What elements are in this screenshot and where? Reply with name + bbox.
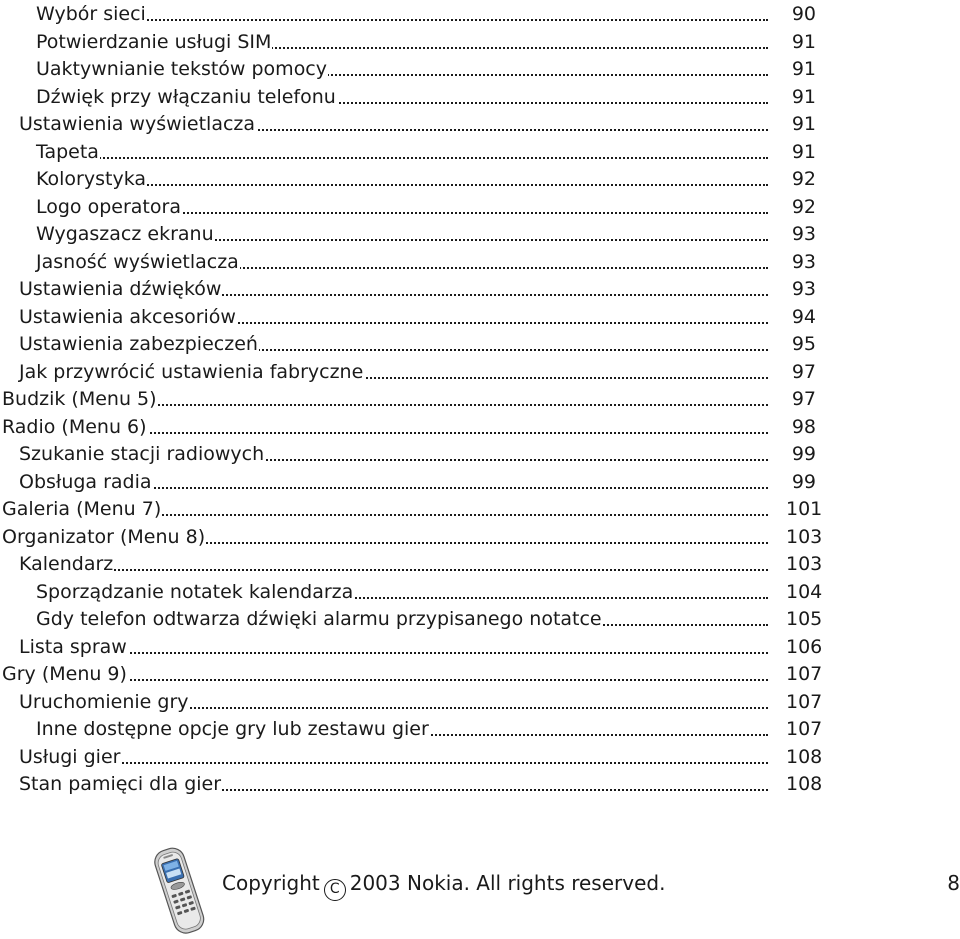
toc-entry-page: 107 [784, 688, 816, 716]
toc-entry-page: 91 [784, 55, 816, 83]
copyright-text: 2003 Nokia. All rights reserved. [349, 871, 666, 895]
toc-entry [0, 605, 960, 633]
toc-entry-page: 97 [784, 385, 816, 413]
toc-entry-title: Logo operatora [36, 193, 182, 221]
toc-entry-page: 107 [784, 715, 816, 743]
toc-entry-title: Ustawienia zabezpieczeń [19, 330, 259, 358]
toc-entry-page: 101 [784, 495, 816, 523]
toc-entry-page: 103 [784, 523, 816, 551]
toc-entry-title: Uruchomienie gry [19, 688, 190, 716]
toc-entry-title: Szukanie stacji radiowych [19, 440, 265, 468]
copyright-symbol-icon: C [324, 879, 346, 901]
toc-entry-title: Dźwięk przy włączaniu telefonu [36, 83, 337, 111]
toc-entry-page: 92 [784, 165, 816, 193]
page-number: 8 [947, 871, 960, 895]
toc-entry-title: Galeria (Menu 7) [2, 495, 162, 523]
toc-entry-page: 99 [784, 440, 816, 468]
toc-entry-title: Jasność wyświetlacza [36, 248, 240, 276]
toc-entry-title: Lista spraw [19, 633, 128, 661]
toc-entry-page: 103 [784, 550, 816, 578]
toc-entry-title: Gry (Menu 9) [2, 660, 128, 688]
toc-entry-page: 98 [784, 413, 816, 441]
toc-entry-page: 106 [784, 633, 816, 661]
toc-entry-page: 91 [784, 28, 816, 56]
toc-entry-title: Organizator (Menu 8) [2, 523, 206, 551]
toc-entry-page: 91 [784, 138, 816, 166]
toc-entry-page: 108 [784, 743, 816, 771]
toc-entry-page: 107 [784, 660, 816, 688]
toc-entry-page: 99 [784, 468, 816, 496]
toc-entry-page: 104 [784, 578, 816, 606]
toc-entry-page: 94 [784, 303, 816, 331]
toc-entry-page: 93 [784, 275, 816, 303]
toc-entry-page: 90 [784, 0, 816, 28]
toc-entry-page: 92 [784, 193, 816, 221]
toc-entry-title: Budzik (Menu 5) [2, 385, 158, 413]
toc-entry-title: Uaktywnianie tekstów pomocy [36, 55, 328, 83]
page-footer [0, 838, 960, 939]
toc-entry-page: 108 [784, 770, 816, 798]
toc-entry-title: Wybór sieci [36, 0, 147, 28]
toc-entry-title: Obsługa radia [19, 468, 153, 496]
toc-entry-title: Potwierdzanie usługi SIM [36, 28, 272, 56]
toc-entry-title: Ustawienia akcesoriów [19, 303, 237, 331]
toc-entry-title: Kolorystyka [36, 165, 147, 193]
toc-entry-title: Sporządzanie notatek kalendarza [36, 578, 354, 606]
toc-entry-title: Stan pamięci dla gier [19, 770, 222, 798]
toc-entry-page: 97 [784, 358, 816, 386]
copyright-prefix: Copyright [222, 871, 320, 895]
toc-entry-title: Usługi gier [19, 743, 121, 771]
copyright-notice [222, 868, 665, 901]
toc-entry-title: Radio (Menu 6) [2, 413, 148, 441]
nokia-phone-image [146, 844, 210, 936]
toc-entry-title: Ustawienia wyświetlacza [19, 110, 256, 138]
toc-entry-page: 95 [784, 330, 816, 358]
toc-entry-title: Kalendarz [19, 550, 114, 578]
toc-entry-title: Inne dostępne opcje gry lub zestawu gier [36, 715, 430, 743]
toc-entry-page: 105 [784, 605, 816, 633]
toc-entry-title: Jak przywrócić ustawienia fabryczne [19, 358, 364, 386]
toc-entry-title: Gdy telefon odtwarza dźwięki alarmu przypisanego notatce [36, 605, 603, 633]
toc-entry-title: Tapeta [36, 138, 100, 166]
toc-entry-title: Wygaszacz ekranu [36, 220, 215, 248]
toc-entry-page: 91 [784, 110, 816, 138]
toc-entry-page: 93 [784, 248, 816, 276]
toc-entry-page: 91 [784, 83, 816, 111]
toc-entry-page: 93 [784, 220, 816, 248]
toc-entry-title: Ustawienia dźwięków [19, 275, 222, 303]
toc-entry [0, 770, 960, 798]
